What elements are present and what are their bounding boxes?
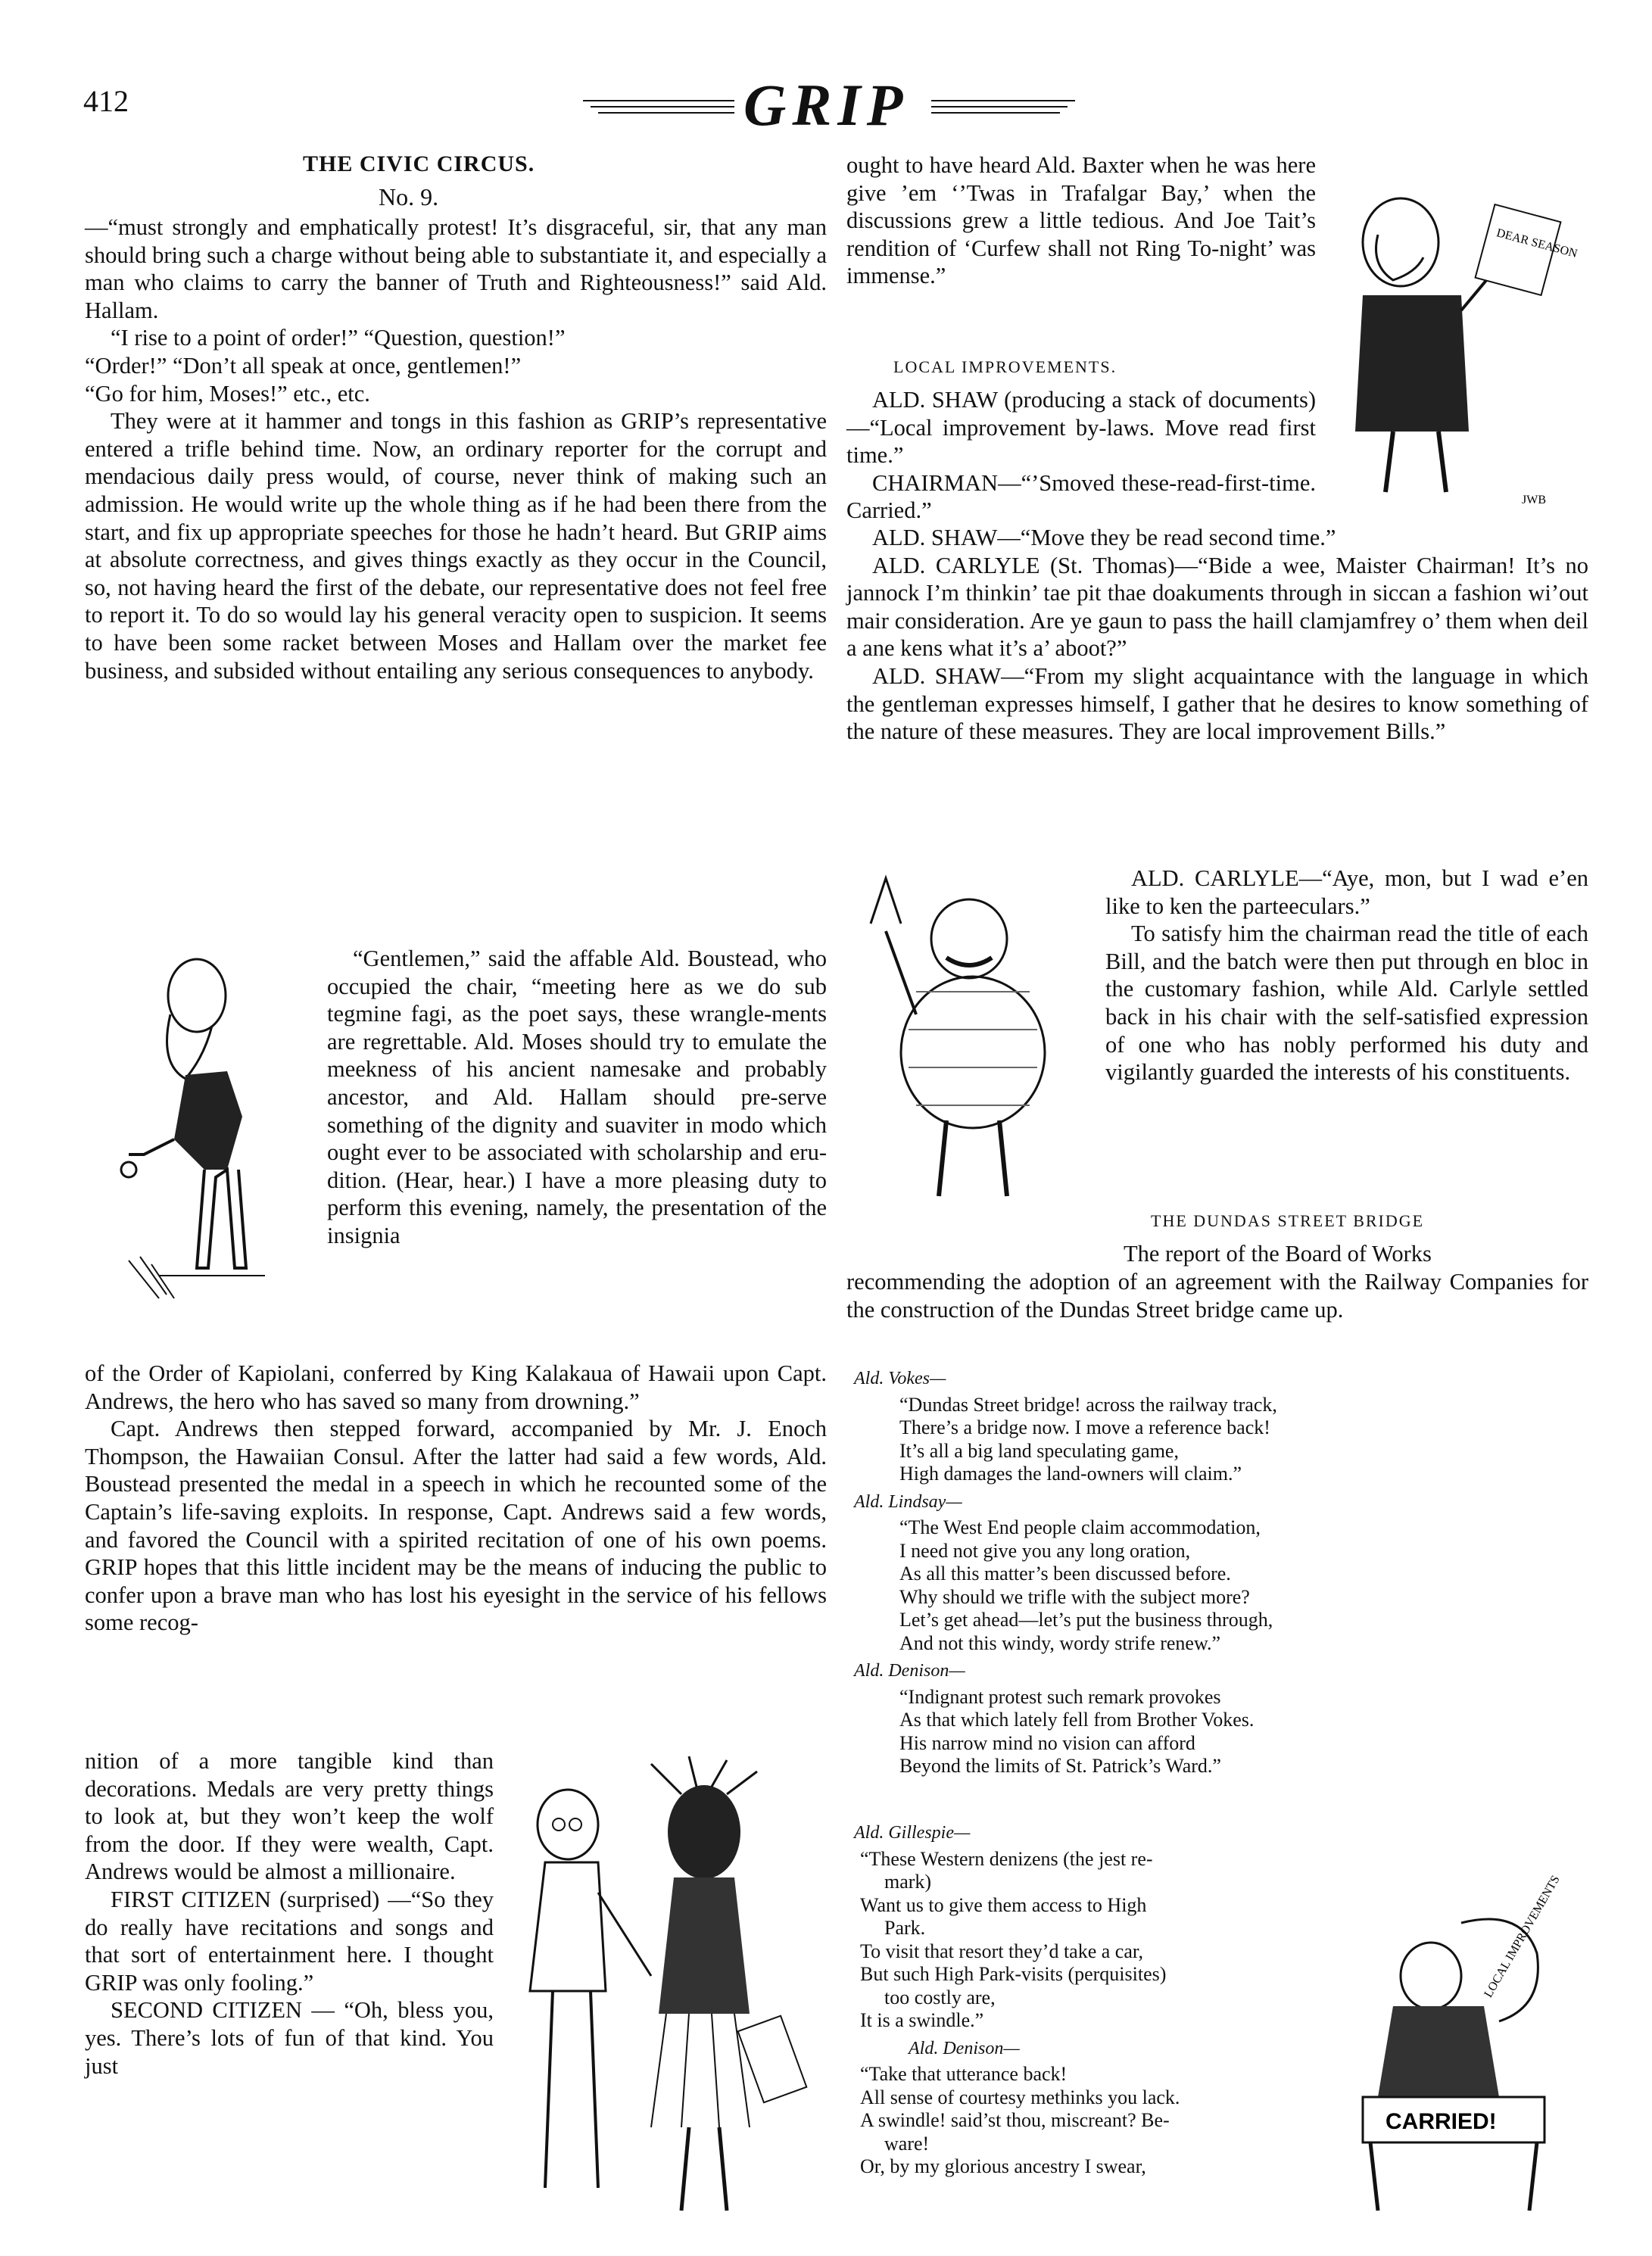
illustration-carlyle: [856, 878, 1098, 1211]
verse-lindsay: [854, 1491, 1588, 1656]
article-title: THE CIVIC CIRCUS.: [303, 151, 535, 176]
verse-line: To visit that resort they’d take a car,: [860, 1940, 1144, 1962]
col2-p2: ALD. SHAW (producing a stack of documents)—“Local improvement by-laws. Move read first time.”: [846, 387, 1316, 469]
verse-line: Or, by my glorious ancestry I swear,: [860, 2155, 1146, 2177]
verse-line: And not this windy, wordy strife renew.”: [899, 1631, 1221, 1654]
col2-p1: ought to have heard Ald. Baxter when he was here give ’em ‘’Twas in Trafalgar Bay,’ when the discussions grew a little tedious. And Joe Tait’s rendition of ‘Curfew shall not Ring To-night’ was immense.”: [846, 152, 1316, 289]
col1-block-b: [327, 945, 827, 1250]
verse-line: A swindle! said’st thou, miscreant? Be-: [860, 2109, 1170, 2131]
col1-p2c: “Go for him, Moses!” etc., etc.: [85, 380, 370, 407]
verse-line: “The West End people claim accommodation,: [899, 1516, 1261, 1538]
col2-block-c: [846, 524, 1588, 746]
verses-block: [854, 1363, 1588, 1778]
illustration-consul-and-chief: [500, 1764, 818, 2233]
col1-p4-full: of the Order of Kapiolani, conferred by King Kalakaua of Hawaii upon Capt. Andrews, the hero who has saved so many from drowning.”: [85, 1360, 827, 1414]
col2-p6: ALD. SHAW—“From my slight acquaintance with the language in which the gentleman expresses himself, I gather that he desires to know something of the nature of these measures. They are local improvement Bills.”: [846, 662, 1588, 745]
verse-line: Beyond the limits of St. Patrick’s Ward.”: [899, 1755, 1221, 1777]
col1-p5: Capt. Andrews then stepped forward, accompanied by Mr. J. Enoch Thompson, the Hawaiian Consul. After the latter had said a few words, Ald. Boustead presented the medal in a speech in which he recounted some of the Captain’s life-saving exploits. In response, Capt. Andrews said a few words, and favored the Council with a spirited recitation of one of his own poems. GRIP hopes that this little incident may be the means of inducing the public to confer upon a brave man who has lost his eyesight in the service of his fellows some recog-: [85, 1416, 827, 1636]
col1-p6: FIRST CITIZEN (surprised) —“So they do really have recitations and songs and that sort of entertainment here. I thought GRIP was only fooling.”: [85, 1886, 494, 1996]
col2-p9b: recommending the adoption of an agreement with the Railway Companies for the construction of the Dundas Street bridge came up.: [846, 1269, 1588, 1323]
illustration-ballot-box: [1348, 1873, 1590, 2218]
col1-p7: SECOND CITIZEN — “Oh, bless you, yes. There’s lots of fun of that kind. You just: [85, 1997, 494, 2079]
col2-p5: ALD. CARLYLE (St. Thomas)—“Bide a wee, Maister Chairman! It’s no jannock I’m thinkin’ tae pit thae doakuments through in siccan a fashion wi’out mair consideration. Are ye gaun to pass the haill clamjamfrey o’ them when deil a ane kens what it’s a’ aboot?”: [846, 552, 1588, 662]
ballot-label: CARRIED!: [1385, 2109, 1497, 2134]
verse-line: It’s all a big land speculating game,: [899, 1439, 1179, 1462]
verse-line: There’s a bridge now. I move a reference back!: [899, 1416, 1270, 1438]
verse-line: All sense of courtesy methinks you lack.: [860, 2086, 1180, 2108]
page-number: 412: [83, 84, 129, 118]
scroll-label: LOCAL IMPROVEMENTS: [1482, 1873, 1563, 2000]
col2-block-b: [846, 386, 1316, 525]
col2-block-e: [846, 1268, 1588, 1323]
illustration-baxter: [1333, 182, 1579, 507]
col2-p8: To satisfy him the chairman read the title of each Bill, and the batch were then put through en bloc in the customary fashion, while Ald. Carlyle settled back in his chair with the self-satisfied expression of one who has nobly performed his duty and vigilantly guarded the interests of his constituents.: [1105, 921, 1588, 1086]
verse-speaker: Ald. Vokes—: [854, 1369, 946, 1388]
verse-line: His narrow mind no vision can afford: [899, 1731, 1195, 1754]
verse-line: Want us to give them access to High: [860, 1893, 1147, 1916]
verse-speaker: Ald. Denison—: [854, 1661, 965, 1681]
verse-line: Park.: [884, 1917, 926, 1939]
verse-vokes: [854, 1367, 1588, 1486]
col1-p1: —“must strongly and emphatically protest! It’s disgraceful, sir, that any man should bring such a charge without being able to substantiate it, and especially a man who claims to carry the banner of Truth and Righteousness!” said Ald. Hallam.: [85, 214, 827, 323]
verse-speaker: Ald. Denison—: [909, 2038, 1020, 2058]
col2-block-d: [1105, 865, 1588, 1086]
col2-p4: ALD. SHAW—“Move they be read second time.”: [872, 525, 1336, 550]
verse-line: High damages the land-owners will claim.”: [899, 1463, 1242, 1485]
verse-line: ware!: [884, 2132, 930, 2155]
col1-block-a: [85, 213, 827, 684]
baxter-paper-text: DEAR SEASON: [1495, 226, 1579, 261]
verse-line: “Take that utterance back!: [860, 2063, 1068, 2085]
verse-line: too costly are,: [884, 1986, 996, 2008]
verse-speaker: Ald. Lindsay—: [854, 1491, 962, 1512]
verses-block-narrow: [854, 1817, 1323, 2179]
verse-line: Let’s get ahead—let’s put the business through,: [899, 1609, 1273, 1631]
col2-p7: ALD. CARLYLE—“Aye, mon, but I wad e’en like to ken the parteeculars.”: [1105, 865, 1588, 919]
illustration-boustead: [114, 943, 310, 1306]
verse-line: “These Western denizens (the jest re-: [860, 1847, 1153, 1870]
masthead-title: GRIP: [743, 72, 909, 138]
verse-line: But such High Park-visits (perquisites): [860, 1963, 1167, 1985]
col2-block-a: [846, 151, 1316, 290]
col2-p9a: The report of the Board of Works: [1124, 1241, 1432, 1267]
verse-line: As that which lately fell from Brother Vokes.: [899, 1709, 1255, 1731]
col1-p3: They were at it hammer and tongs in this fashion as GRIP’s representative entered a trifle behind time. Now, an ordinary reporter for the corrupt and mendacious daily press would, of course, never think of making such an admission. He would write up the whole thing as if he had been there from the start, and fix up appropriate speeches for those he hadn’t heard. But GRIP aims at absolute correctness, and gives things exactly as they occur in the Council, so, not having heard the first of the debate, our representative does not feel free to report it. To do so would lay his general veracity open to suspicion. It seems to have been some racket between Moses and Hallam over the market fee business, and subsided without entailing any serious consequences to anybody.: [85, 408, 827, 684]
verse-line: As all this matter’s been discussed before.: [899, 1563, 1231, 1584]
local-improvements-heading: LOCAL IMPROVEMENTS.: [893, 357, 1117, 376]
verse-line: Why should we trifle with the subject more?: [899, 1585, 1250, 1608]
dundas-bridge-heading: THE DUNDAS STREET BRIDGE: [1151, 1211, 1425, 1230]
col1-p2b: “Order!” “Don’t all speak at once, gentlemen!”: [85, 352, 522, 379]
masthead: [583, 71, 1083, 139]
verse-line: “Indignant protest such remark provokes: [899, 1685, 1221, 1708]
verse-line: “Dundas Street bridge! across the railway track,: [899, 1393, 1277, 1416]
col1-p2a: “I rise to a point of order!” “Question, question!”: [111, 325, 566, 351]
verse-denison: [854, 1659, 1588, 1778]
col2-p3: CHAIRMAN—“’Smoved these-read-first-time. Carried.”: [846, 469, 1316, 524]
baxter-signature: JWB: [1522, 494, 1546, 506]
verse-line: mark): [884, 1871, 932, 1893]
article-number: No. 9.: [379, 183, 439, 210]
col1-block-c: [85, 1360, 827, 1637]
col1-p4-narrow: “Gentlemen,” said the affable Ald. Boustead, who occupied the chair, “meeting here as we do sub tegmine fagi, as the poet says, these wrangle-ments are regrettable. Ald. Moses should try to emulate the meekness of his ancient namesake and probably ancestor, and Ald. Hallam should pre-serve something of the dignity and suaviter in modo which ought ever to be associated with scholarship and eru-dition. (Hear, hear.) I have a more pleasing duty to perform this evening, namely, the presentation of the insignia: [327, 946, 827, 1248]
col1-block-d: [85, 1747, 494, 2080]
verse-line: It is a swindle.”: [860, 2009, 984, 2031]
verse-line: I need not give you any long oration,: [899, 1539, 1191, 1562]
col1-p5-narrow: nition of a more tangible kind than decorations. Medals are very pretty things to look at, but they won’t keep the wolf from the door. If they were wealth, Capt. Andrews would be almost a millionaire.: [85, 1748, 494, 1885]
verse-speaker: Ald. Gillespie—: [854, 1823, 971, 1843]
